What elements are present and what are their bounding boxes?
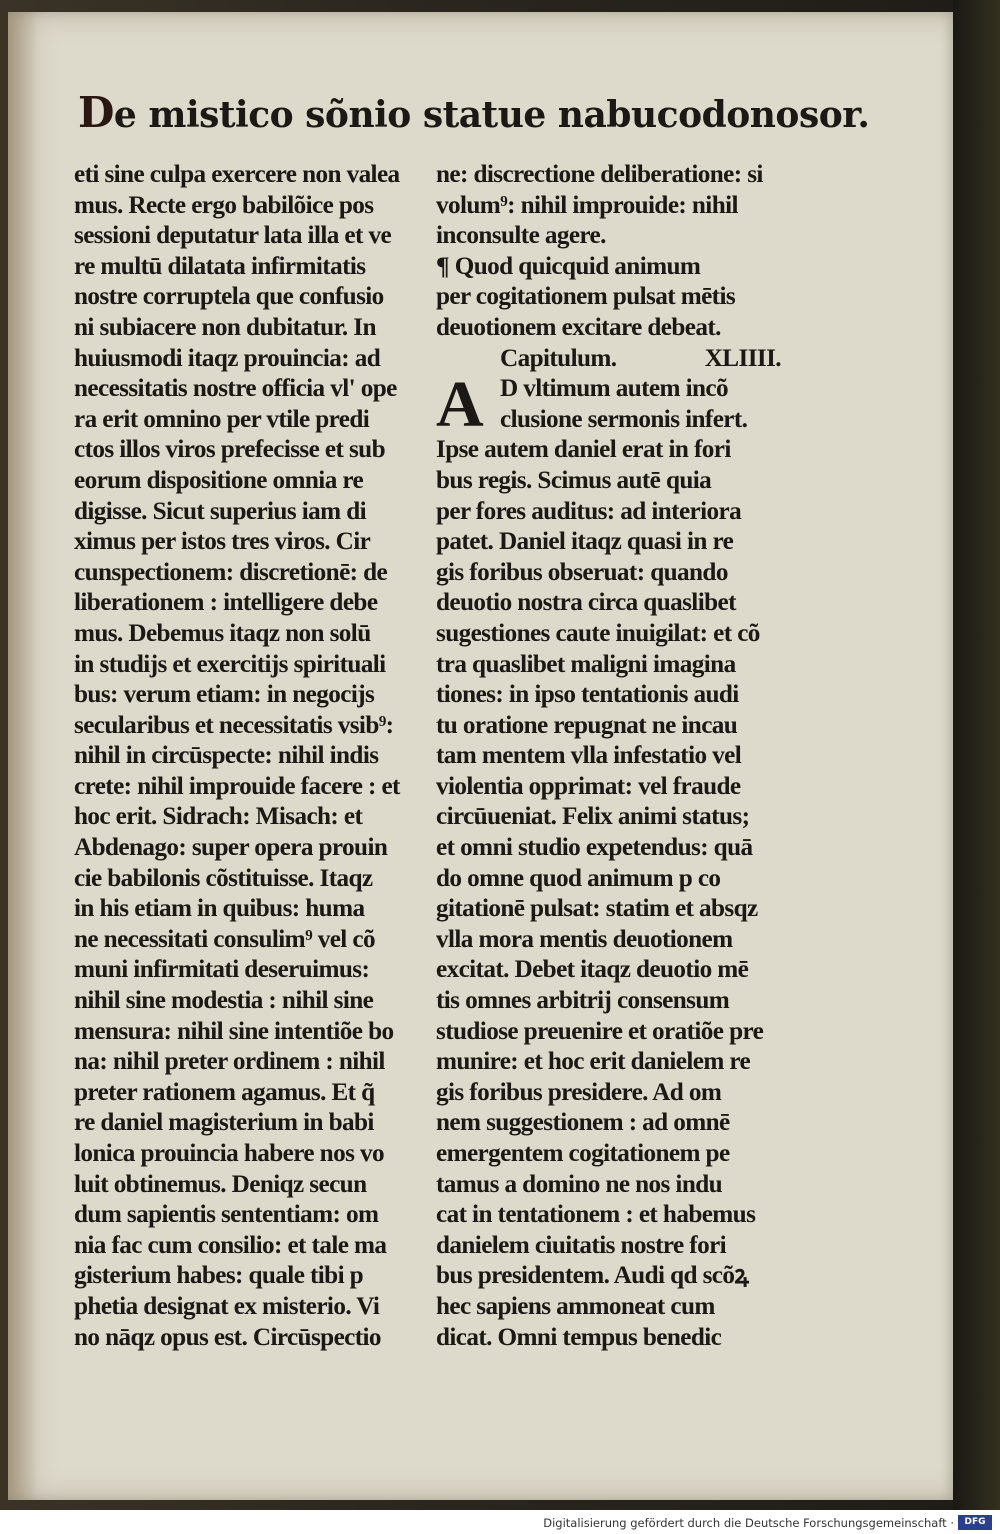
- text-line: nihil in circūspecte: nihil indis: [74, 742, 379, 770]
- text-line: bus presidentem. Audi qd scõꝝ: [436, 1262, 749, 1290]
- text-line: huiusmodi itaqz prouincia: ad: [74, 344, 381, 372]
- text-line: preter rationem agamus. Et q̃: [74, 1078, 375, 1106]
- text-line: ctos illos viros prefecisse et sub: [74, 436, 385, 464]
- text-line: inconsulte agere.: [436, 222, 606, 250]
- text-line: cat in tentationem : et habemus: [436, 1201, 756, 1229]
- text-line: mensura: nihil sine intentiõe bo: [74, 1017, 394, 1045]
- text-line: dum sapientis sententiam: om: [74, 1201, 379, 1229]
- text-line: tam mentem vlla infestatio vel: [436, 742, 742, 770]
- footer-bar: [0, 1510, 1000, 1534]
- text-line: Ipse autem daniel erat in fori: [436, 436, 731, 464]
- heading-text: e mistico sõnio statue nabucodonosor.: [113, 94, 870, 136]
- book-edge: [953, 0, 1000, 1510]
- text-line: digisse. Sicut superius iam di: [74, 497, 367, 525]
- text-line: do omne quod animum p co: [436, 864, 721, 892]
- text-line: tis omnes arbitrij consensum: [436, 987, 730, 1015]
- text-line: nia fac cum consilio: et tale ma: [74, 1231, 387, 1259]
- text-line: excitat. Debet itaqz deuotio mē: [436, 956, 749, 984]
- text-line: tu oratione repugnat ne incau: [436, 711, 738, 739]
- text-line: nihil sine modestia : nihil sine: [74, 987, 374, 1015]
- text-line: luit obtinemus. Deniqz secun: [74, 1170, 367, 1198]
- text-line: munire: et hoc erit danielem re: [436, 1048, 751, 1076]
- chapter-caption: [436, 344, 781, 375]
- drop-cap: A: [436, 368, 484, 442]
- text-line: sessioni deputatur lata illa et ve: [74, 222, 392, 250]
- text-line: no nāqz opus est. Circūspectio: [74, 1323, 381, 1351]
- text-line: emergentem cogitationem pe: [436, 1140, 730, 1167]
- footer-credit: Digitalisierung gefördert durch die Deutsche Forschungsgemeinschaft ·: [543, 1516, 954, 1530]
- chapter-opening: [436, 368, 781, 442]
- text-line: ra erit omnino per vtile predi: [74, 405, 370, 433]
- text-line: eorum dispositione omnia re: [74, 466, 364, 494]
- text-line: eti sine culpa exercere non valea: [74, 161, 400, 188]
- text-line: in studijs et exercitijs spirituali: [74, 650, 386, 678]
- text-line: bus regis. Scimus autē quia: [436, 466, 712, 494]
- text-line: gis foribus obseruat: quando: [436, 558, 728, 586]
- left-text-column: [74, 160, 414, 1353]
- text-line: liberationem : intelligere debe: [74, 589, 378, 617]
- text-line: ni subiacere non dubitatur. In: [74, 313, 376, 341]
- text-line: circūueniat. Felix animi status;: [436, 803, 750, 831]
- text-line: per cogitationem pulsat mētis: [436, 283, 736, 311]
- text-line: ¶ Quod quicquid animum: [436, 252, 701, 280]
- text-line: ne necessitati consulim⁹ vel cõ: [74, 925, 375, 953]
- text-line: muni infirmitati deseruimus:: [74, 956, 370, 984]
- text-line: deuotio nostra circa quaslibet: [436, 589, 736, 617]
- text-line: secularibus et necessitatis vsib⁹:: [74, 711, 394, 739]
- text-line: necessitatis nostre officia vl' ope: [74, 375, 397, 403]
- right-text-column: [436, 160, 781, 1353]
- text-line: cunspectionem: discretionē: de: [74, 558, 388, 586]
- text-line: cie babilonis cõstituisse. Itaqz: [74, 864, 373, 892]
- text-line: volum⁹: nihil improuide: nihil: [436, 191, 738, 219]
- text-line: tra quaslibet maligni imagina: [436, 650, 736, 678]
- text-line: re daniel magisterium in babi: [74, 1109, 374, 1137]
- text-line: tamus a domino ne nos indu: [436, 1170, 723, 1198]
- text-line: D vltimum autem incõ: [500, 375, 728, 403]
- text-line: gisterium habes: quale tibi p: [74, 1262, 364, 1290]
- text-line: dicat. Omni tempus benedic: [436, 1323, 722, 1351]
- text-line: gis foribus presidere. Ad om: [436, 1078, 722, 1106]
- text-line: patet. Daniel itaqz quasi in re: [436, 528, 734, 556]
- chapter-number: XLIIII.: [704, 344, 781, 372]
- text-line: studiose preuenire et oratiõe pre: [436, 1017, 764, 1045]
- text-line: vlla mora mentis deuotionem: [436, 925, 733, 953]
- text-line: in his etiam in quibus: huma: [74, 895, 365, 923]
- text-line: Abdenago: super opera prouin: [74, 834, 388, 862]
- text-line: tiones: in ipso tentationis audi: [436, 681, 739, 709]
- text-line: re multū dilatata infirmitatis: [74, 252, 366, 280]
- dfg-logo: DFG: [958, 1515, 992, 1530]
- text-line: deuotionem excitare debeat.: [436, 313, 721, 341]
- text-line: hec sapiens ammoneat cum: [436, 1292, 715, 1320]
- text-line: clusione sermonis infert.: [500, 405, 748, 433]
- page-gutter-shadow: [8, 12, 38, 1500]
- text-line: lonica prouincia habere nos vo: [74, 1140, 384, 1167]
- text-line: ximus per istos tres viros. Cir: [74, 528, 371, 556]
- page-heading: [78, 88, 870, 137]
- text-line: ne: discrectione deliberatione: si: [436, 161, 763, 188]
- text-line: nem suggestionem : ad omnē: [436, 1109, 730, 1137]
- text-line: et omni studio expetendus: quā: [436, 834, 753, 862]
- chapter-label: Capitulum.: [500, 344, 617, 372]
- text-line: nostre corruptela que confusio: [74, 283, 384, 311]
- text-line: hoc erit. Sidrach: Misach: et: [74, 803, 363, 831]
- text-line: bus: verum etiam: in negocijs: [74, 681, 375, 709]
- text-line: sugestiones caute inuigilat: et cõ: [436, 619, 760, 647]
- text-line: mus. Debemus itaqz non solū: [74, 619, 371, 647]
- text-line: per fores auditus: ad interiora: [436, 497, 742, 525]
- text-line: crete: nihil improuide facere : et: [74, 772, 400, 800]
- text-line: violentia opprimat: vel fraude: [436, 772, 741, 800]
- text-line: phetia designat ex misterio. Vi: [74, 1292, 380, 1320]
- text-line: danielem ciuitatis nostre fori: [436, 1231, 727, 1259]
- text-line: gitationē pulsat: statim et absqz: [436, 895, 758, 923]
- heading-initial: D: [78, 88, 114, 137]
- text-line: na: nihil preter ordinem : nihil: [74, 1048, 385, 1076]
- text-line: mus. Recte ergo babilõice pos: [74, 191, 374, 219]
